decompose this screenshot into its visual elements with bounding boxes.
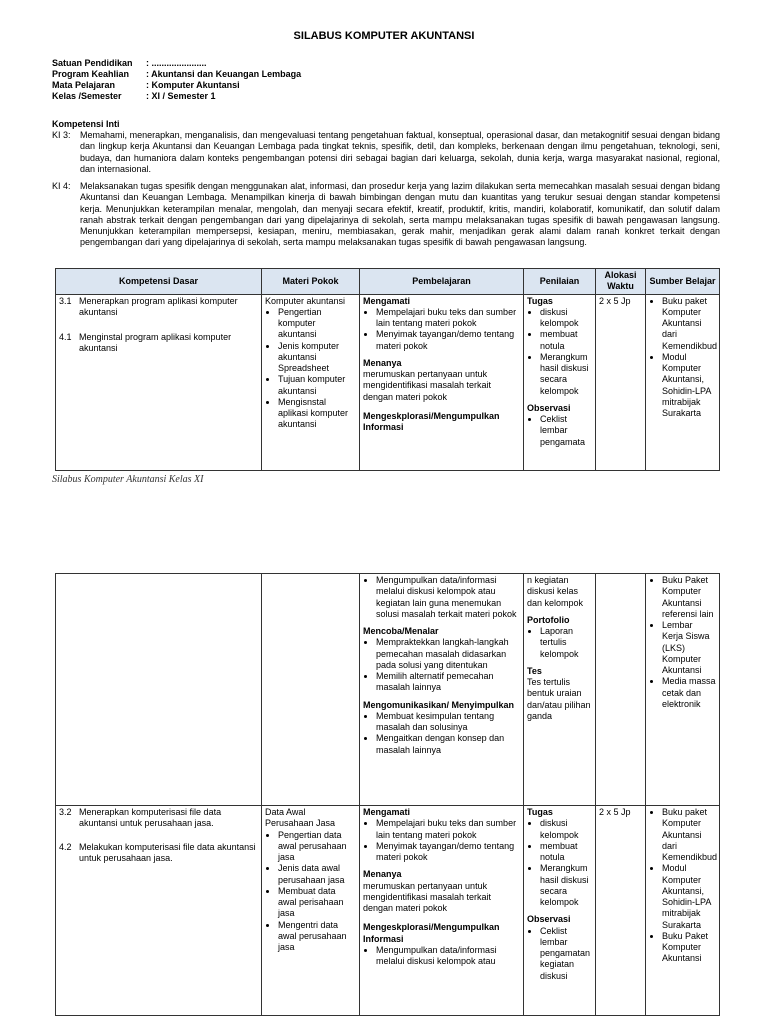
ki-3: KI 3: Memahami, menerapkan, menganalisis, dan mengevaluasi tentang pengetahuan faktual, konseptual, operasional dasar, dan metakognitif sesuai dengan bidang dan lingkup kerja Akuntansi dan Keuangan Lembaga pada tingkat teknis, spesifik, detil, dan kompleks, berkenaan dengan ilmu pengetahuan, teknologi, seni, budaya, dan humaniora dalam konteks pengembangan potensi diri sebagai bagian dari keluarga, sekolah, dunia kerja, warga masyarakat nasional, regional, dan internasional. [52,130,720,174]
alokasi-cell [596,574,646,806]
identity-block [52,58,301,102]
meta-row: Kelas /Semester : XI / Semester 1 [52,91,216,101]
sumber-cell [646,574,720,806]
col-header: Penilaian [524,269,596,295]
col-header: Sumber Belajar [646,269,720,295]
list-item: • Modul Komputer Akuntansi, Sohidin-LPA mitrabijak Surakarta [662,863,716,931]
materi-cell [262,574,360,806]
list-item: • Mengumpulkan data/informasi melalui diskusi kelompok atau kegiatan lain guna menemukan solusi masalah terkait materi pokok [376,575,520,620]
list-item: • Buku paket Komputer Akuntansi dari Kemendikbud [662,807,716,863]
list-item: • Buku Paket Komputer Akuntansi [662,931,716,965]
list-item: • Buku Paket Komputer Akuntansi referensi lain [662,575,716,620]
list-item: • diskusi kelompok [540,307,592,330]
list-item: • Memilih alternatif pemecahan masalah lainnya [376,671,520,694]
list-item: • Mengaitkan dengan konsep dan masalah lainnya [376,733,520,756]
meta-row: Mata Pelajaran : Komputer Akuntansi [52,80,240,90]
list-item: • Mempelajari buku teks dan sumber lain tentang materi pokok [376,818,520,841]
penilaian-cell: Tugas • diskusi kelompok • membuat notula • Merangkum hasil diskusi secara kelompok Observasi • Ceklist lembar pengamata [524,294,596,470]
list-item: • Membuat data awal perisahaan jasa [278,886,356,920]
sumber-cell [646,806,720,1016]
penilaian-cell: n kegiatan diskusi kelas dan kelompok Portofolio • Laporan tertulis kelompok Tes Tes tertulis bentuk uraian dan/atau pilihan ganda [524,574,596,806]
list-item: • Mengisnstal aplikasi komputer akuntansi [278,397,356,431]
meta-row: Program Keahlian : Akuntansi dan Keuangan Lembaga [52,69,302,79]
syllabus-table-1 [55,268,720,471]
list-item: • membuat notula [540,329,592,352]
ki-4: KI 4: Melaksanakan tugas spesifik dengan menggunakan alat, informasi, dan prosedur kerja yang lazim dilakukan serta memecahkan masalah sesuai dengan bidang Akuntansi dan Keuangan Lembaga. Menampilkan kinerja di bawah bimbingan dengan mutu dan kuantitas yang terukur sesuai dengan standar kompetensi kerja. Menunjukkan keterampilan menalar, mengolah, dan menyaji secara efektif, kreatif, produktif, kritis, mandiri, kolaboratif, komunikatif, dan solutif dalam ranah abstrak terkait dengan pengembangan dari yang dipelajarinya di sekolah, serta mampu melaksanakan tugas spesifik di bawah pengawasan langsung. Menunjukkan keterampilan mempersepsi, kesiapan, meniru, membiasakan, gerak mahir, menjadikan gerak alami dalam ranah konkret terkait dengan pengembangan dari yang dipelajarinya di sekolah, serta mampu melaksanakan tugas spesifik di bawah pengawasan langsung. [52,181,720,248]
kd-cell [56,574,262,806]
syllabus-table-2 [55,573,720,1016]
list-item: • Membuat kesimpulan tentang masalah dan solusinya [376,711,520,734]
list-item: • Mengentri data awal perusahaan jasa [278,920,356,954]
meta-row: Satuan Pendidikan : ...................... [52,58,207,68]
kd-cell: 3.1 Menerapkan program aplikasi komputer akuntansi 4.1 Menginstal program aplikasi komputer akuntansi [56,294,262,470]
list-item: • diskusi kelompok [540,818,592,841]
list-item: • Jenis data awal perusahaan jasa [278,863,356,886]
list-item: • Mempraktekkan langkah-langkah pemecahan masalah didasarkan pada solusi yang ditentukan [376,637,520,671]
col-header: Alokasi Waktu [596,269,646,295]
list-item: • Modul Komputer Akuntansi, Sohidin-LPA mitrabijak Surakarta [662,352,716,420]
pembelajaran-cell: • Mengumpulkan data/informasi melalui diskusi kelompok atau kegiatan lain guna menemukan solusi masalah terkait materi pokok Mencoba/Menalar • Mempraktekkan langkah-langkah pemecahan masalah didasarkan pada solusi yang ditentukan • Memilih alternatif pemecahan masalah lainnya Mengomunikasikan/ Menyimpulkan • Membuat kesimpulan tentang masalah dan solusinya • Mengaitkan dengan konsep dan masalah lainnya [360,574,524,806]
list-item: • Lembar Kerja Siswa (LKS) Komputer Akuntansi [662,620,716,676]
ki-heading: Kompetensi Inti [52,119,120,129]
alokasi-cell: 2 x 5 Jp [596,294,646,470]
list-item: • membuat notula [540,841,592,864]
page-title: SILABUS KOMPUTER AKUNTANSI [293,30,475,42]
list-item: • Merangkum hasil diskusi secara kelompok [540,352,592,397]
kd-cell: 3.2 Menerapkan komputerisasi file data akuntansi untuk perusahaan jasa. 4.2 Melakukan komputerisasi file data akuntansi untuk perusahaan jasa. [56,806,262,1016]
list-item: • Mengumpulkan data/informasi melalui diskusi kelompok atau [376,945,520,968]
pembelajaran-cell: Mengamati • Mempelajari buku teks dan sumber lain tentang materi pokok • Menyimak tayangan/demo tentang materi pokok Menanya merumuskan pertanyaan untuk mengidentifikasi masalah terkait dengan materi pokok Mengeskplorasi/Mengumpulkan Informasi • Mengumpulkan data/informasi melalui diskusi kelompok atau [360,806,524,1016]
col-header: Kompetensi Dasar [56,269,262,295]
list-item: • Tujuan komputer akuntansi [278,374,356,397]
list-item: • Laporan tertulis kelompok [540,626,592,660]
col-header: Pembelajaran [360,269,524,295]
list-item: • Media massa cetak dan elektronik [662,676,716,710]
list-item: • Buku paket Komputer Akuntansi dari Kemendikbud [662,296,716,352]
penilaian-cell: Tugas • diskusi kelompok • membuat notula • Merangkum hasil diskusi secara kelompok Observasi • Ceklist lembar pengamatan kegiatan diskusi [524,806,596,1016]
list-item: • Menyimak tayangan/demo tentang materi pokok [376,329,520,352]
list-item: • Pengertian komputer akuntansi [278,307,356,341]
col-header: Materi Pokok [262,269,360,295]
materi-cell: Data Awal Perusahaan Jasa • Pengertian data awal perusahaan jasa • Jenis data awal perusahaan jasa • Membuat data awal perisahaan jasa • Mengentri data awal perusahaan jasa [262,806,360,1016]
list-item: • Mempelajari buku teks dan sumber lain tentang materi pokok [376,307,520,330]
pembelajaran-cell: Mengamati • Mempelajari buku teks dan sumber lain tentang materi pokok • Menyimak tayangan/demo tentang materi pokok Menanya merumuskan pertanyaan untuk mengidentifikasi masalah terkait dengan materi pokok Mengeskplorasi/Mengumpulkan Informasi [360,294,524,470]
materi-cell: Komputer akuntansi • Pengertian komputer akuntansi • Jenis komputer akuntansi Spreadsheet • Tujuan komputer akuntansi • Mengisnstal aplikasi komputer akuntansi [262,294,360,470]
list-item: • Menyimak tayangan/demo tentang materi pokok [376,841,520,864]
list-item: • Merangkum hasil diskusi secara kelompok [540,863,592,908]
page-footer: Silabus Komputer Akuntansi Kelas XI [52,474,204,485]
list-item: • Ceklist lembar pengamata [540,414,592,448]
alokasi-cell: 2 x 5 Jp [596,806,646,1016]
list-item: • Ceklist lembar pengamatan kegiatan diskusi [540,926,592,982]
list-item: • Pengertian data awal perusahaan jasa [278,830,356,864]
sumber-cell [646,294,720,470]
list-item: • Jenis komputer akuntansi Spreadsheet [278,341,356,375]
